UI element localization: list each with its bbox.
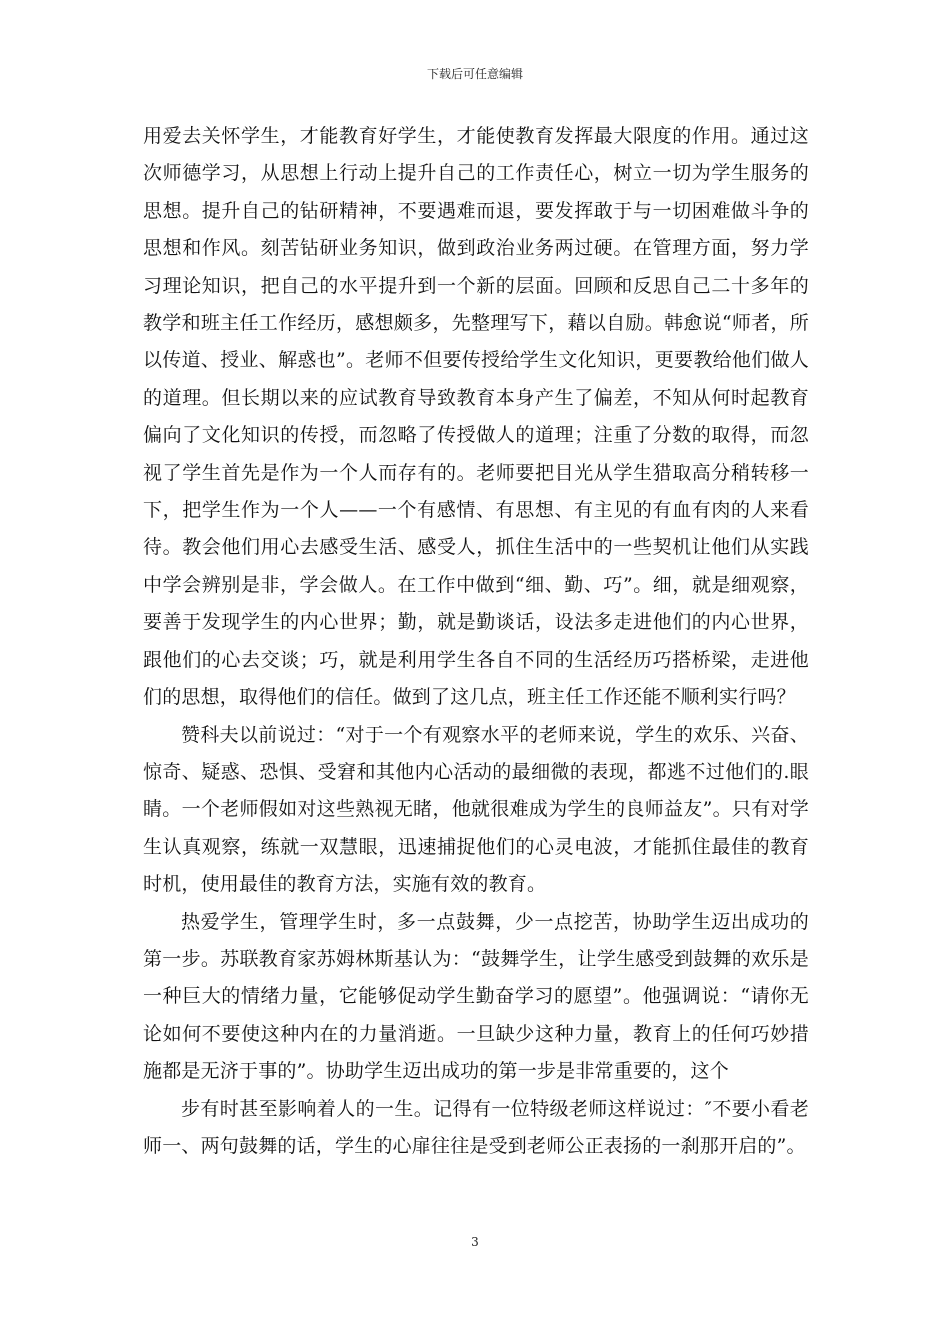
paragraph-3: 热爱学生，管理学生时，多一点鼓舞，少一点挖苦，协助学生迈出成功的第一步。苏联教育家苏姆林斯基认为：“鼓舞学生，让学生感受到鼓舞的欢乐是一种巨大的情绪力量，它能够促动学生勤奋学习的愿望”。他强调说：“请你无论如何不要使这种内在的力量消逝。一旦缺少这种力量，教育上的任何巧妙措施都是无济于事的”。协助学生迈出成功的第一步是非常重要的，这个 [143,910,809,1083]
paragraph-4: 步有时甚至影响着人的一生。记得有一位特级老师这样说过：″不要小看老师一、两句鼓舞的话，学生的心扉往往是受到老师公正表扬的一刹那开启的”。 [143,1097,809,1157]
page-number: 3 [471,1235,479,1249]
document-body [143,118,809,1165]
paragraph-1: 用爱去关怀学生，才能教育好学生，才能使教育发挥最大限度的作用。通过这次师德学习，从思想上行动上提升自己的工作责任心，树立一切为学生服务的思想。提升自己的钻研精神，不要遇难而退，要发挥敢于与一切困难做斗争的思想和作风。刻苦钻研业务知识，做到政治业务两过硬。在管理方面，努力学习理论知识，把自己的水平提升到一个新的层面。回顾和反思自己二十多年的教学和班主任工作经历，感想颇多，先整理写下，藉以自励。韩愈说“师者，所以传道、授业、解惑也”。老师不但要传授给学生文化知识，更要教给他们做人的道理。但长期以来的应试教育导致教育本身产生了偏差，不知从何时起教育偏向了文化知识的传授，而忽略了传授做人的道理；注重了分数的取得，而忽视了学生首先是作为一个人而存有的。老师要把目光从学生猎取高分稍转移一下，把学生作为一个人——一个有感情、有思想、有主见的有血有肉的人来看待。教会他们用心去感受生活、感受人，抓住生活中的一些契机让他们从实践中学会辨别是非，学会做人。在工作中做到“细、勤、巧”。细，就是细观察，要善于发现学生的内心世界；勤，就是勤谈话，设法多走进他们的内心世界，跟他们的心去交谈；巧，就是利用学生各自不同的生活经历巧搭桥梁，走进他们的思想，取得他们的信任。做到了这几点，班主任工作还能不顺利实行吗？ [143,125,809,709]
page-header: 下载后可任意编辑 [426,67,523,81]
paragraph-2: 赞科夫以前说过：“对于一个有观察水平的老师来说，学生的欢乐、兴奋、惊奇、疑惑、恐惧、受窘和其他内心活动的最细微的表现，都逃不过他们的.眼睛。一个老师假如对这些熟视无睹，他就很难成为学生的良师益友”。只有对学生认真观察，练就一双慧眼，迅速捕捉他们的心灵电波，才能抓住最佳的教育时机，使用最佳的教育方法，实施有效的教育。 [143,723,809,896]
